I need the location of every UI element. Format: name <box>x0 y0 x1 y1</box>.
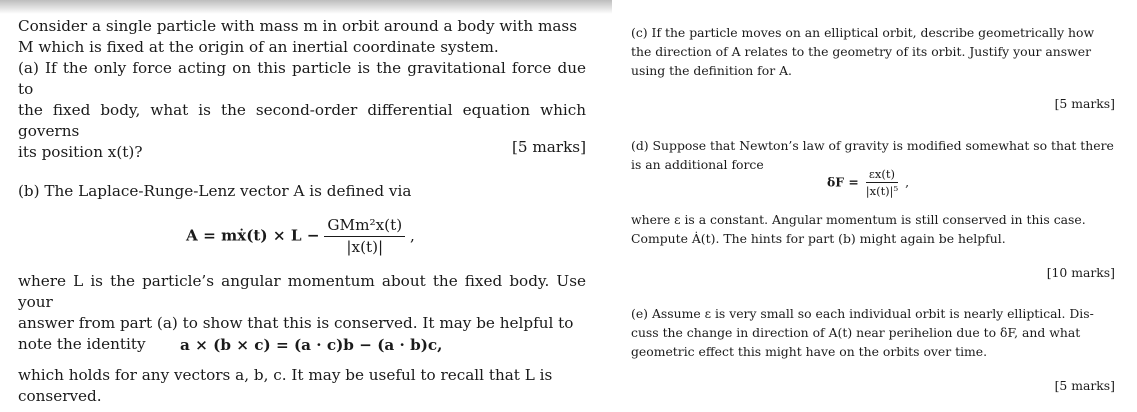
equation-tail: , <box>409 226 415 245</box>
fraction-denominator: |x(t)| <box>346 238 384 256</box>
intro-line: M which is fixed at the origin of an inertial coordinate system. <box>18 38 499 56</box>
part-b-line: note the identity <box>18 335 146 353</box>
fraction-numerator: GMm²x(t) <box>324 216 405 237</box>
perturbing-force-equation <box>827 167 909 199</box>
marks-a: [5 marks] <box>511 138 586 156</box>
part-a-line: the fixed body, what is the second-order differential equation which governs <box>18 101 586 140</box>
part-e-line: cuss the change in direction of A(t) near perihelion due to δF, and what <box>631 325 1081 340</box>
part-c-line: the direction of A relates to the geometry of its orbit. Justify your answer <box>631 44 1092 59</box>
equation-fraction <box>324 216 405 257</box>
lrl-vector-equation <box>186 216 415 257</box>
vector-identity: a × (b × c) = (a · c)b − (a · b)c, <box>180 336 443 354</box>
scan-shadow <box>0 0 612 14</box>
part-d-line: Compute Ȧ(t). The hints for part (b) might again be helpful. <box>631 231 1006 246</box>
intro-line: Consider a single particle with mass m in orbit around a body with mass <box>18 17 577 35</box>
part-c-line: (c) If the particle moves on an elliptical orbit, describe geometrically how <box>631 25 1095 40</box>
part-c-line: using the definition for A. <box>631 63 792 78</box>
fraction-numerator: εx(t) <box>866 167 898 183</box>
part-b-line: answer from part (a) to show that this is conserved. It may be helpful to <box>18 314 574 332</box>
part-b-line: where L is the particle’s angular momentum about the fixed body. Use your <box>18 272 586 311</box>
equation-lhs: δF = <box>827 174 859 190</box>
marks-e: [5 marks] <box>1054 378 1115 393</box>
equation-lhs: A = mẋ(t) × L − <box>186 226 320 245</box>
part-c-text <box>631 23 1115 80</box>
intro-text <box>18 16 586 58</box>
part-a-text <box>18 58 586 163</box>
part-b-line: conserved. <box>18 387 102 405</box>
part-e-line: geometric effect this might have on the orbits over time. <box>631 344 988 359</box>
part-d-line: where ε is a constant. Angular momentum is still conserved in this case. <box>631 212 1086 227</box>
marks-c: [5 marks] <box>1054 96 1115 111</box>
part-a-line: its position x(t)? <box>18 143 143 161</box>
fraction-denominator: |x(t)|⁵ <box>865 184 899 199</box>
part-b-text-2 <box>18 365 586 407</box>
part-b-intro: (b) The Laplace-Runge-Lenz vector A is defined via <box>18 182 412 200</box>
part-d-text-2 <box>631 210 1115 248</box>
part-e-text <box>631 304 1115 361</box>
part-d-line: (d) Suppose that Newton’s law of gravity is modified somewhat so that there <box>631 138 1114 153</box>
equation-tail: , <box>905 174 910 190</box>
part-a-line: (a) If the only force acting on this particle is the gravitational force due to <box>18 59 586 98</box>
equation-fraction <box>863 167 901 199</box>
part-b-line: which holds for any vectors a, b, c. It may be useful to recall that L is <box>18 366 553 384</box>
marks-d: [10 marks] <box>1046 265 1115 280</box>
part-d-line: is an additional force <box>631 157 764 172</box>
part-e-line: (e) Assume ε is very small so each individual orbit is nearly elliptical. Dis- <box>631 306 1094 321</box>
